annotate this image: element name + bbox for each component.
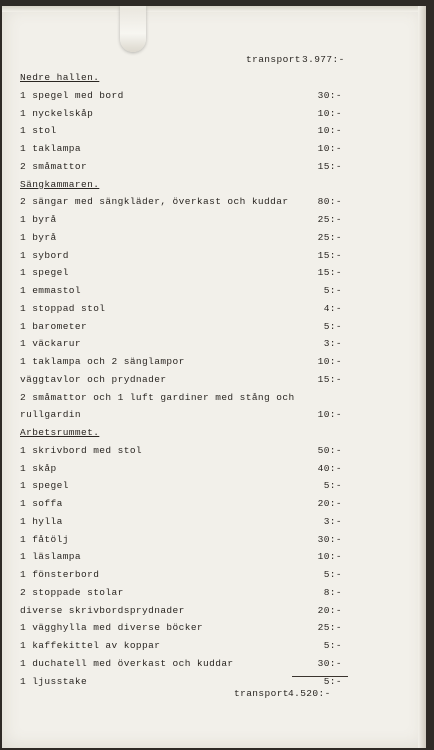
inventory-row: [20, 640, 342, 656]
item-amount: 30:-: [317, 89, 342, 101]
item-amount: 20:-: [317, 604, 342, 616]
item-amount: 25:-: [317, 214, 342, 225]
item-amount: 30:-: [317, 657, 342, 669]
inventory-row: [20, 232, 342, 248]
page-right-edge: [418, 6, 426, 748]
inventory-row: [20, 338, 342, 354]
inventory-row: [20, 321, 342, 337]
item-amount: 10:-: [317, 551, 342, 563]
item-description: 1 taklampa: [20, 143, 82, 154]
item-description: 1 byrå: [20, 214, 57, 225]
item-amount: 5:-: [323, 640, 342, 651]
item-description: 1 duchatell med överkast och kuddar: [20, 657, 234, 669]
item-amount: 15:-: [317, 373, 342, 385]
item-description: 1 stol: [20, 125, 57, 137]
inventory-row: [20, 605, 342, 621]
item-description: 1 byrå: [20, 231, 57, 243]
item-amount: 80:-: [317, 196, 342, 208]
item-description: 1 vägghylla med diverse böcker: [20, 622, 204, 634]
item-description: 1 sybord: [20, 249, 69, 261]
section-heading: [20, 72, 342, 88]
sum-line: [292, 676, 348, 677]
item-amount: 15:-: [317, 249, 342, 261]
inventory-row: [20, 125, 342, 141]
item-amount: 3:-: [323, 338, 342, 350]
section-title: Sängkammaren.: [20, 178, 100, 190]
transport-top-amount: 3.977:-: [302, 54, 345, 65]
item-amount: 20:-: [317, 498, 342, 509]
inventory-row: [20, 374, 342, 390]
item-amount: 25:-: [317, 231, 342, 243]
transport-top-label: transport: [246, 54, 301, 65]
item-description: diverse skrivbordsprydnader: [20, 604, 185, 616]
item-description: 2 småmattor: [20, 160, 88, 172]
inventory-row: [20, 569, 342, 585]
item-description: 1 fåtölj: [20, 533, 69, 545]
inventory-row: [20, 303, 342, 319]
item-description: 1 skåp: [20, 462, 57, 474]
inventory-row: [20, 463, 342, 479]
transport-bottom-amount: 4.520:-: [288, 688, 331, 699]
inventory-row: [20, 622, 342, 638]
inventory-row: [20, 516, 342, 532]
inventory-row: [20, 108, 342, 124]
inventory-row: [20, 587, 342, 603]
item-amount: 5:-: [323, 675, 342, 687]
item-description: 1 hylla: [20, 515, 63, 527]
item-amount: 5:-: [323, 569, 342, 580]
inventory-row: [20, 196, 342, 212]
item-amount: 4:-: [323, 302, 342, 314]
item-description: 1 nyckelskåp: [20, 107, 94, 119]
item-amount: 10:-: [317, 143, 342, 154]
item-description: 1 väckarur: [20, 338, 82, 350]
item-description: 1 läslampa: [20, 551, 82, 563]
section-heading: [20, 427, 342, 443]
inventory-row: [20, 498, 342, 514]
inventory-row: [20, 267, 342, 283]
item-amount: 15:-: [317, 160, 342, 172]
item-description: 1 taklampa och 2 sänglampor: [20, 356, 185, 367]
item-description: 1 emmastol: [20, 285, 82, 296]
inventory-row: [20, 409, 342, 425]
item-description: 1 skrivbord med stol: [20, 444, 143, 456]
section-title: Arbetsrummet.: [20, 427, 100, 438]
item-amount: 50:-: [317, 444, 342, 456]
item-description: 2 småmattor och 1 luft gardiner med stång och: [20, 391, 295, 403]
item-amount: 30:-: [317, 533, 342, 545]
item-description: väggtavlor och prydnader: [20, 373, 167, 385]
section-heading: [20, 179, 342, 195]
item-description: 1 kaffekittel av koppar: [20, 640, 161, 651]
item-description: 1 soffa: [20, 498, 63, 509]
item-description: 2 sängar med sängkläder, överkast och kuddar: [20, 196, 289, 208]
inventory-row: [20, 161, 342, 177]
item-description: 1 spegel med bord: [20, 89, 124, 101]
item-description: 1 spegel: [20, 267, 69, 279]
inventory-row: [20, 658, 342, 674]
item-amount: 5:-: [323, 320, 342, 332]
item-amount: 10:-: [317, 125, 342, 137]
item-description: rullgardin: [20, 409, 82, 421]
document-page: [2, 6, 426, 748]
item-description: 1 fönsterbord: [20, 569, 100, 580]
paper-clip: [120, 6, 146, 52]
inventory-row: [20, 551, 342, 567]
item-amount: 5:-: [323, 480, 342, 492]
inventory-row: [20, 143, 342, 159]
item-amount: 10:-: [317, 356, 342, 367]
inventory-row: [20, 445, 342, 461]
item-description: 1 stoppad stol: [20, 302, 106, 314]
item-description: 1 spegel: [20, 480, 69, 492]
inventory-row: [20, 250, 342, 266]
section-title: Nedre hallen.: [20, 72, 100, 83]
item-description: 2 stoppade stolar: [20, 586, 124, 598]
item-amount: 15:-: [317, 267, 342, 279]
inventory-row: [20, 214, 342, 230]
transport-bottom-label: transport: [234, 688, 289, 699]
inventory-row: [20, 480, 342, 496]
item-amount: 25:-: [317, 622, 342, 634]
item-description: 1 ljusstake: [20, 675, 88, 687]
item-description: 1 barometer: [20, 320, 88, 332]
item-amount: 10:-: [317, 107, 342, 119]
page-top-shadow: [2, 6, 426, 12]
inventory-row: [20, 392, 342, 408]
inventory-row: [20, 356, 342, 372]
inventory-row: [20, 534, 342, 550]
item-amount: 8:-: [323, 586, 342, 598]
item-amount: 10:-: [317, 409, 342, 421]
item-amount: 5:-: [323, 285, 342, 296]
item-amount: 3:-: [323, 515, 342, 527]
inventory-row: [20, 90, 342, 106]
inventory-row: [20, 285, 342, 301]
item-amount: 40:-: [317, 462, 342, 474]
